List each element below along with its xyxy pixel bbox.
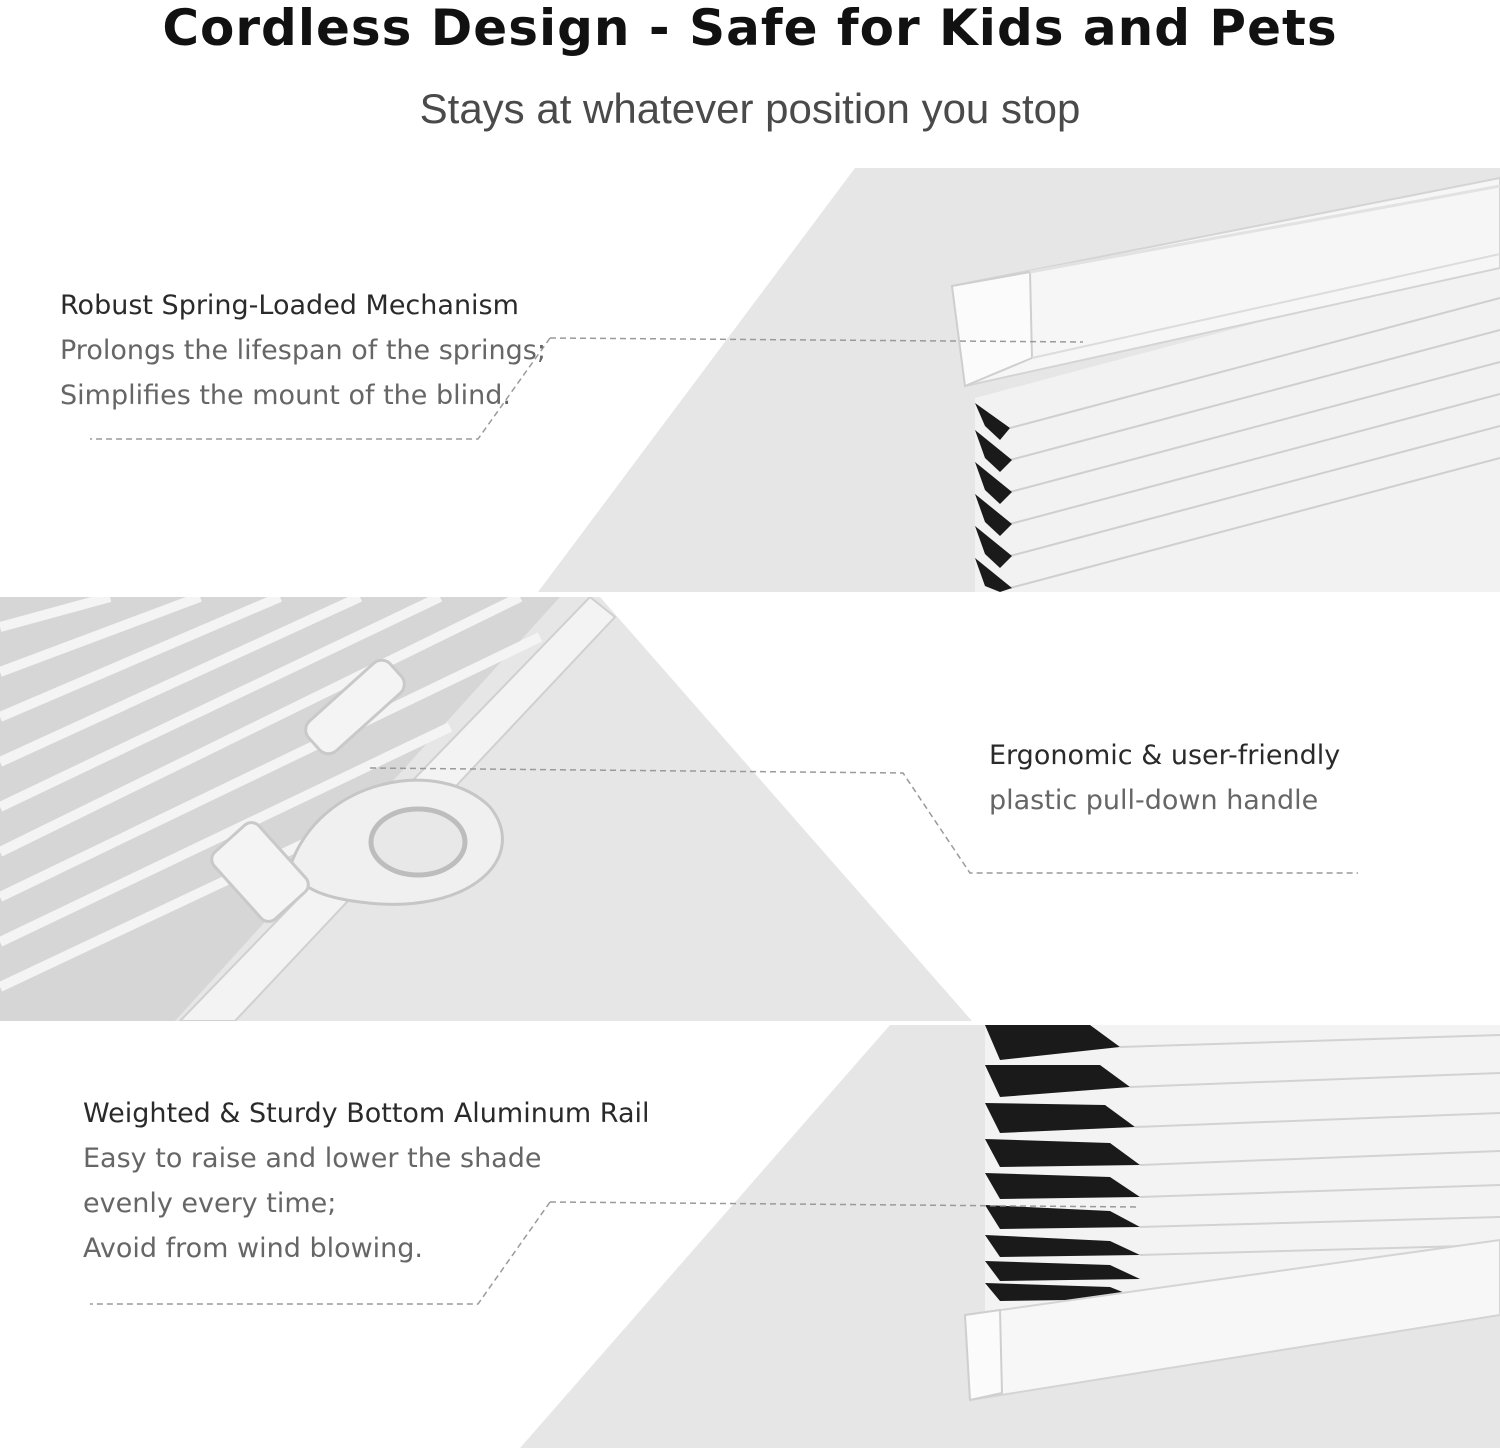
page-subtitle: Stays at whatever position you stop [419, 85, 1081, 132]
feature-caption-spring [60, 283, 546, 418]
feature-panel-bottom-rail [0, 1025, 1500, 1448]
feature-heading: Robust Spring-Loaded Mechanism [60, 290, 519, 321]
feature-line: Avoid from wind blowing. [83, 1233, 424, 1264]
feature-panel-spring-mechanism [0, 168, 1500, 592]
feature-line: Easy to raise and lower the shade [83, 1143, 542, 1174]
feature-line: Simplifies the mount of the blind. [60, 380, 511, 411]
feature-heading: Weighted & Sturdy Bottom Aluminum Rail [83, 1098, 650, 1129]
feature-line: evenly every time; [83, 1188, 337, 1219]
feature-heading: Ergonomic & user-friendly [989, 740, 1341, 771]
feature-line: plastic pull-down handle [989, 785, 1319, 816]
feature-caption-handle [989, 733, 1340, 823]
page-title: Cordless Design - Safe for Kids and Pets [162, 0, 1338, 57]
feature-panel-handle [0, 597, 1500, 1021]
feature-caption-bottom-rail [83, 1091, 650, 1271]
feature-line: Prolongs the lifespan of the springs; [60, 335, 546, 366]
